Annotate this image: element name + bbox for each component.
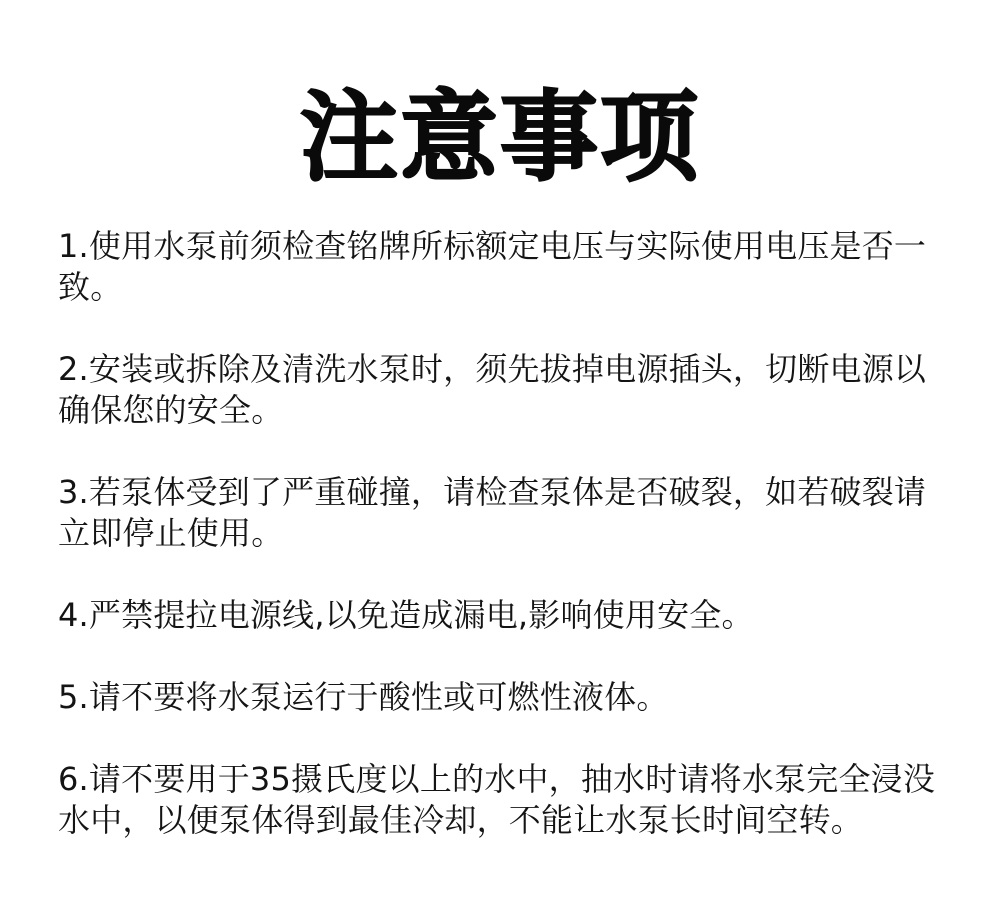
note-item-2: 2.安装或拆除及清洗水泵时，须先拔掉电源插头，切断电源以确保您的安全。 xyxy=(58,350,927,429)
page-title: 注意事项 xyxy=(299,81,700,195)
note-item-4: 4.严禁提拉电源线,以免造成漏电,影响使用安全。 xyxy=(58,596,754,634)
note-item-6: 6.请不要用于35摄氏度以上的水中，抽水时请将水泵完全浸没水中，以便泵体得到最佳冷却，不能让水泵长时间空转。 xyxy=(58,760,936,839)
notes-list xyxy=(58,226,938,882)
note-item-5: 5.请不要将水泵运行于酸性或可燃性液体。 xyxy=(58,678,669,716)
note-item-3: 3.若泵体受到了严重碰撞，请检查泵体是否破裂，如若破裂请立即停止使用。 xyxy=(58,473,927,552)
note-item-1: 1.使用水泵前须检查铭牌所标额定电压与实际使用电压是否一致。 xyxy=(58,227,927,306)
